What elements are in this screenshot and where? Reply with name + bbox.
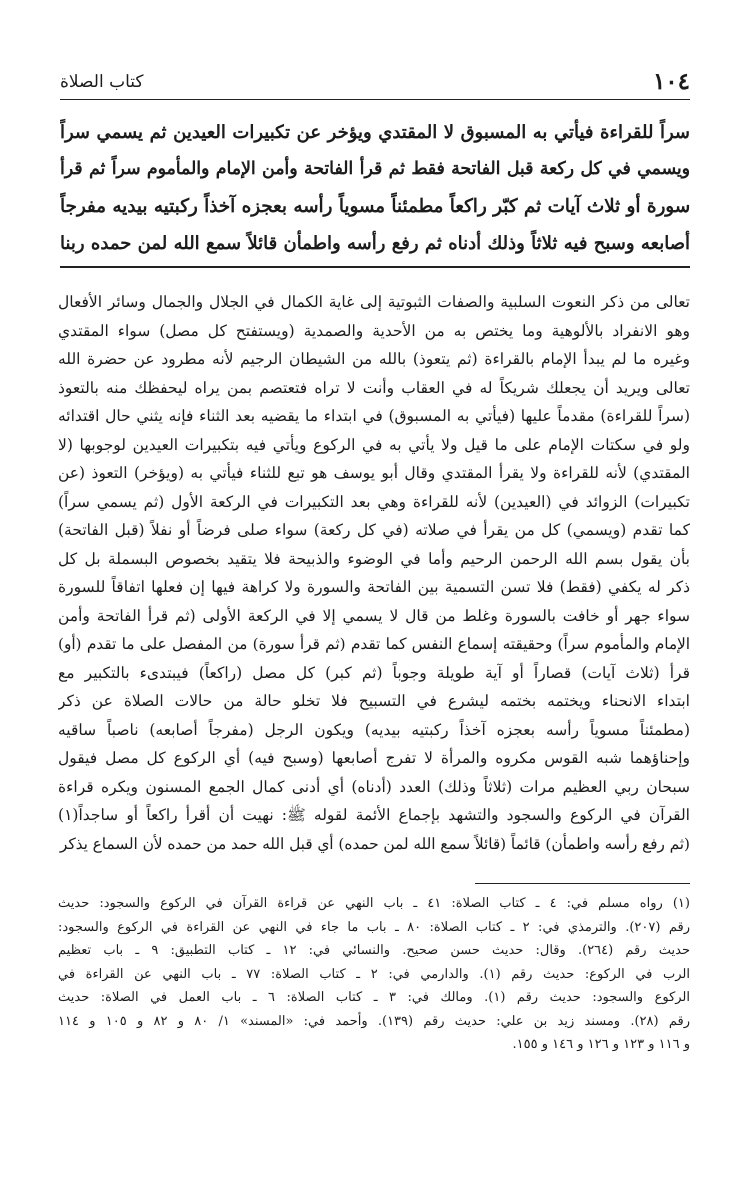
- commentary-line: قرأ (ثلاث آيات) قصاراً أو آية طويلة وجوباً (ثم كبر) كل مصل (راكعاً) فيبتدىء بالتكبير مع: [58, 663, 690, 682]
- commentary-line: المقتدي) لأنه للقراءة ولا يقرأ المقتدي وقال أبو يوسف هو تبع للثناء فيأتي به (ويؤخر) التعوذ (عن: [58, 464, 690, 482]
- running-header: [60, 68, 690, 98]
- commentary-line: ولو في سكتات الإمام على ما قيل ولا يأتي به في الركوع ويأتي فيه بتكبيرات العيدين لوجوبها (لا: [58, 435, 690, 454]
- footnotes: [58, 892, 690, 1057]
- footnote-line: (١) رواه مسلم في: ٤ ـ كتاب الصلاة: ٤١ ـ باب النهي عن قراءة القرآن في الركوع والسجود: حديث: [58, 896, 690, 911]
- footnote-line: و ١١٦ و ١٢٣ و ١٢٦ و ١٤٦ و ١٥٥.: [512, 1037, 690, 1052]
- matn-line: ويسمي في كل ركعة قبل الفاتحة فقط ثم قرأ الفاتحة وأمن الإمام والمأموم سراً ثم قرأ: [60, 159, 690, 179]
- commentary-line: سبحان ربي العظيم مرات (ثلاثاً وذلك) العدد (أدناه) أي أدنى كمال الجمع المسنون ويكره قراءة: [58, 777, 690, 796]
- commentary-line: بأن يقول بسم الله الرحمن الرحيم وأما في الوضوء والذبيحة فلا يتقيد بخصوص البسملة بل كل: [58, 549, 690, 568]
- footnote-line: الركوع والسجود: حديث رقم (١). ومالك في: ٣ ـ كتاب الصلاة: ٦ ـ باب العمل في الصلاة: حديث: [58, 990, 690, 1005]
- matn-divider: [60, 266, 690, 268]
- footnote-line: حديث رقم (٢٦٤). وقال: حديث حسن صحيح. والنسائي في: ١٢ ـ كتاب التطبيق: ٩ ـ باب تعظيم: [58, 943, 690, 958]
- commentary-line: سواء جهر أو خافت بالسورة وغلط من قال لا يسمي إلا في الركعة الأولى (ثم قرأ الفاتحة وأمن: [58, 606, 690, 625]
- commentary-line: (ثم رفع رأسه واطمأن) قائماً (قائلاً سمع الله لمن حمده) أي قبل الله حمد من حمده لأن السماع يذكر: [59, 834, 690, 853]
- footnote-line: رقم (٢٨). ومسند زيد بن علي: حديث رقم (١٣٩). وأحمد في: «المسند» ١/ ٨٠ و ٨٢ و ١٠٥ و ١١٤: [58, 1013, 690, 1029]
- footnote-line: الرب في الركوع: حديث رقم (١). والدارمي في: ٢ ـ كتاب الصلاة: ٧٧ ـ باب النهي عن القراءة في: [58, 966, 690, 982]
- book-title: كتاب الصلاة: [60, 72, 144, 92]
- commentary-text: [58, 288, 690, 858]
- commentary-line: ابتداء الانحناء ويختمه بختمه ليشرع في التسبيح فلا تخلو حالة من حالات الصلاة عن ذكر: [58, 692, 690, 710]
- commentary-line: تعالى من ذكر النعوت السلبية والصفات الثبوتية إلى غاية الكمال في الجلال والجمال وسائر الأفعال: [58, 293, 690, 311]
- commentary-line: كما تقدم (ويسمي) كل من يقرأ في صلاته (في كل ركعة) سواء صلى فرضاً أو نفلاً (قبل الفاتحة): [58, 521, 690, 539]
- commentary-line: القرآن في الركوع والسجود والتشهد بإجماع الأئمة لقوله ﷺ: نهيت أن أقرأ راكعاً أو ساجداً(١): [58, 806, 690, 824]
- matn-line: سراً للقراءة فيأتي به المسبوق لا المقتدي ويؤخر عن تكبيرات العيدين ثم يسمي سراً: [60, 122, 690, 143]
- page-number: ١٠٤: [652, 68, 690, 95]
- commentary-line: وإحناؤهما شبه القوس مكروه والمرأة لا تفرج أصابعها (وسبح فيه) أي الركوع كل مصل فيقول: [58, 749, 690, 767]
- commentary-line: وغيره ما لم يبدأ الإمام بالقراءة (ثم يتعوذ) بالله من الشيطان الرجيم لأنه مطرود عن حضرة الله: [58, 350, 690, 368]
- header-divider: [60, 99, 690, 100]
- commentary-line: الإمام والمأموم سراً) وحقيقته إسماع النفس كما تقدم (ثم قرأ سورة) من المفصل على ما تقدم (أو): [58, 635, 690, 653]
- footnote-divider: [475, 883, 690, 884]
- commentary-line: تعالى ويريد أن يجعلك شريكاً له في العقاب وأنت لا تراه فتعتصم بمن يراه ليحفظك منه بالتعوذ: [58, 378, 690, 397]
- matn-line: أصابعه وسبح فيه ثلاثاً وذلك أدناه ثم رفع رأسه واطمأن قائلاً سمع الله لمن حمده ربنا: [60, 233, 690, 254]
- matn-line: سورة أو ثلاث آيات ثم كبّر راكعاً مطمئناً مسوياً رأسه بعجزه آخذاً ركبتيه بيديه مفرجاً: [60, 196, 690, 217]
- footnote-line: رقم (٢٠٧). والترمذي في: ٢ ـ كتاب الصلاة: ٨٠ ـ باب ما جاء في النهي عن القراءة في الركوع والسجود:: [58, 919, 690, 935]
- matn-text: [60, 114, 690, 262]
- commentary-line: (مطمئناً مسوياً رأسه بعجزه آخذاً ركبتيه بيديه) ويكون الرجل (مفرجاً أصابعه) ناصباً ساقيه: [58, 720, 690, 739]
- commentary-line: تكبيرات) الزوائد في (العيدين) لأنه للقراءة وهي بعد التكبيرات في الركعة الأول (ثم يسمي سراً): [58, 492, 690, 511]
- commentary-line: وهو الانفراد بالألوهية وما يختص به من الأحدية والصمدية (ويستفتح كل مصل) سواء المقتدي: [58, 321, 690, 340]
- commentary-line: (سراً للقراءة) مقدماً عليها (فيأتي به المسبوق) في ابتداء ما يقضيه بعد الثناء فإنه يثني حال اقتدائه: [58, 407, 690, 425]
- commentary-line: ذكر له يكفي (فقط) فلا تسن التسمية بين الفاتحة والسورة ولا كراهة فيها إن فعلها اتفاقاً للسورة: [58, 578, 690, 596]
